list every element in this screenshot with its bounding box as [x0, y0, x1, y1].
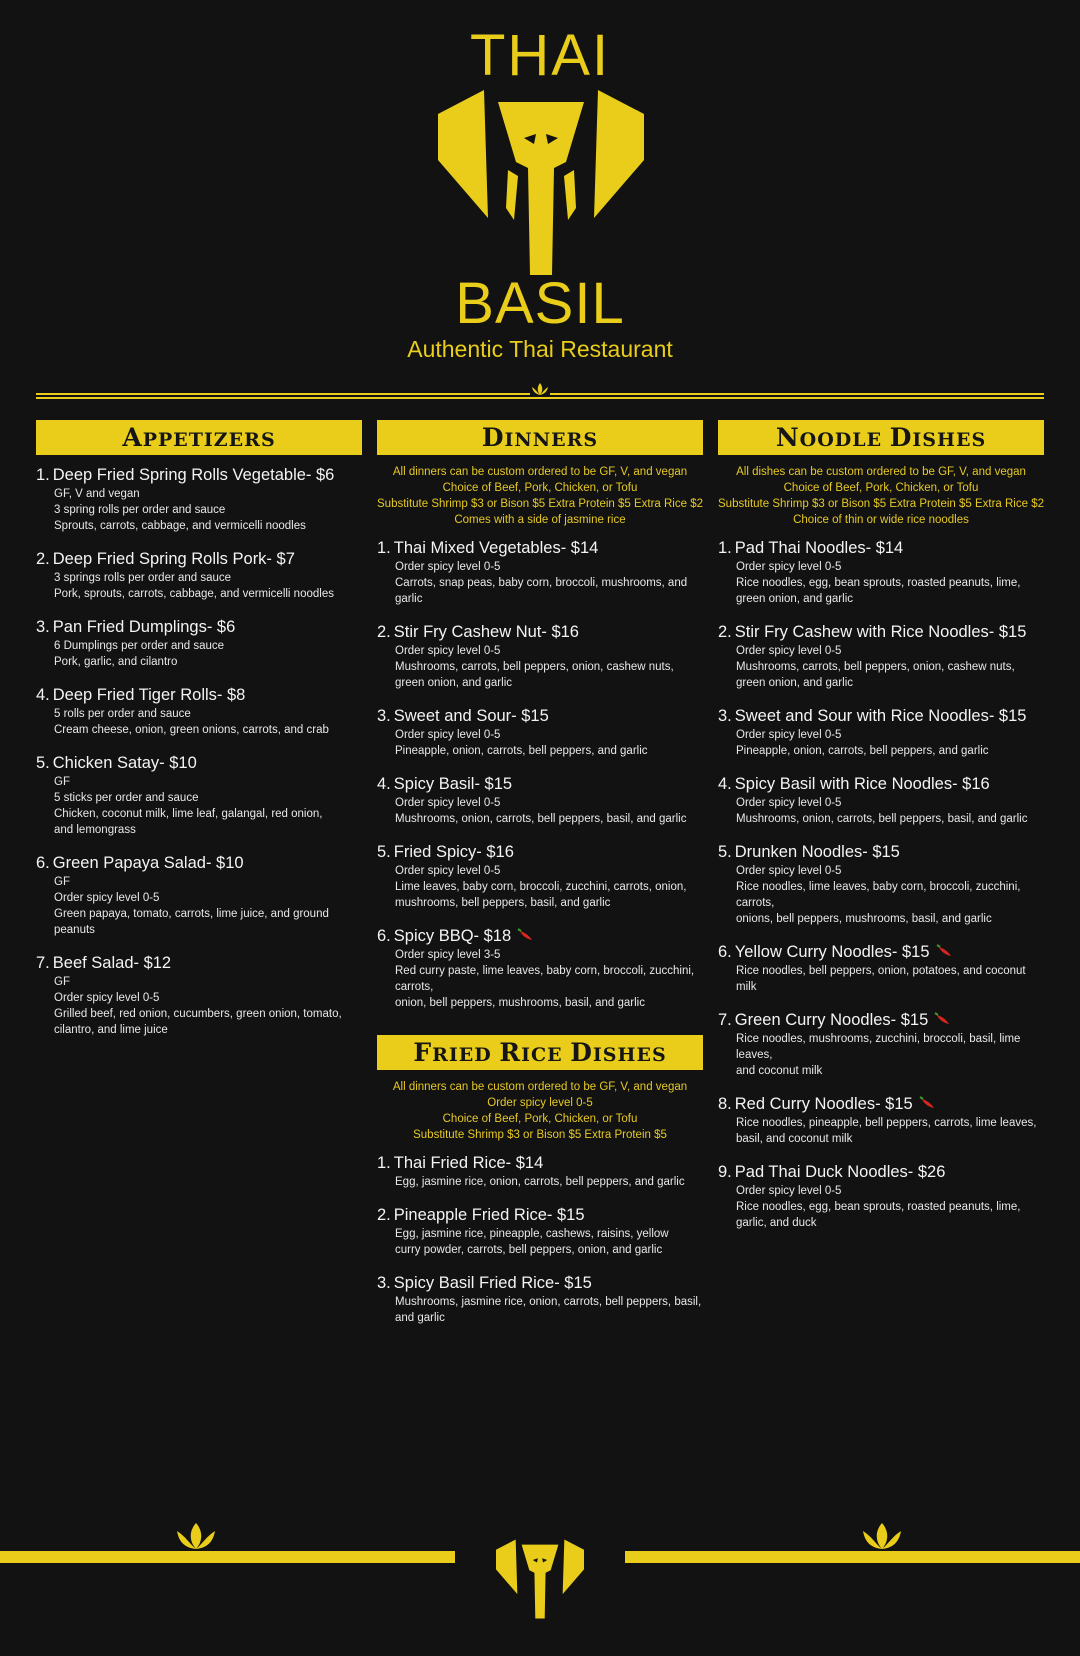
menu-item-name — [377, 1152, 703, 1174]
fried-rice-notes — [377, 1079, 703, 1143]
menu-item-name — [718, 705, 1044, 727]
menu-item-name — [377, 925, 703, 947]
lotus-divider-icon — [530, 382, 550, 396]
menu-item-detail: Cream cheese, onion, green onions, carrots, and crab — [54, 724, 329, 736]
menu-item-name — [36, 616, 362, 638]
menu-item-detail: onions, bell peppers, mushrooms, basil, and garlic — [736, 913, 992, 925]
menu-item-detail: Order spicy level 0-5 — [736, 1185, 842, 1197]
menu-item — [377, 841, 703, 911]
menu-item-detail: Mushrooms, carrots, bell peppers, onion, cashew nuts, — [736, 661, 1015, 673]
menu-item-detail: Chicken, coconut milk, lime leaf, galangal, red onion, — [54, 808, 323, 820]
menu-item-number: 2. — [377, 623, 391, 641]
section-note: All dinners can be custom ordered to be GF, V, and vegan — [392, 1081, 688, 1093]
menu-item-detail: 5 rolls per order and sauce — [54, 708, 191, 720]
menu-item-detail: green onion, and garlic — [395, 677, 512, 689]
menu-item-detail: basil, and coconut milk — [736, 1133, 853, 1145]
menu-item — [718, 1009, 1044, 1079]
menu-item-detail: Mushrooms, onion, carrots, bell peppers, basil, and garlic — [395, 813, 687, 825]
menu-item-title: Thai Mixed Vegetables- $14 — [393, 539, 599, 557]
menu-item — [377, 773, 703, 827]
chili-pepper-icon — [517, 928, 535, 942]
menu-item — [377, 621, 703, 691]
menu-item-detail: Rice noodles, egg, bean sprouts, roasted peanuts, lime, — [736, 577, 1021, 589]
menu-item — [377, 1204, 703, 1258]
section-note: Choice of thin or wide rice noodles — [793, 514, 969, 526]
menu-item-number: 1. — [377, 539, 391, 557]
appetizers-list — [36, 464, 362, 1038]
chili-pepper-icon — [919, 1096, 937, 1110]
chili-pepper-icon — [936, 944, 954, 958]
menu-item-number: 6. — [718, 943, 732, 961]
menu-item-number: 2. — [377, 1206, 391, 1224]
menu-item-number: 1. — [718, 539, 732, 557]
menu-item — [36, 952, 362, 1038]
section-note: Substitute Shrimp $3 or Bison $5 Extra Protein $5 — [413, 1129, 667, 1141]
menu-item-detail: onion, bell peppers, mushrooms, basil, and garlic — [395, 997, 645, 1009]
dinners-list — [377, 537, 703, 1011]
menu-item-detail: Carrots, snap peas, baby corn, broccoli, mushrooms, and garlic — [395, 577, 688, 605]
menu-item-detail: Order spicy level 3-5 — [395, 949, 501, 961]
menu-item-title: Stir Fry Cashew with Rice Noodles- $15 — [734, 623, 1027, 641]
menu-item-detail: Red curry paste, lime leaves, baby corn, broccoli, zucchini, carrots, — [395, 965, 695, 993]
menu-item-detail: and lemongrass — [54, 824, 136, 836]
section-note: Substitute Shrimp $3 or Bison $5 Extra Protein $5 Extra Rice $2 — [377, 498, 703, 510]
section-title-dinners: DINNERS — [377, 420, 703, 455]
menu-item-number: 4. — [718, 775, 732, 793]
menu-item-title: Pad Thai Duck Noodles- $26 — [734, 1163, 946, 1181]
menu-item-detail: 3 spring rolls per order and sauce — [54, 504, 226, 516]
menu-footer — [0, 1505, 1080, 1656]
menu-item-title: Green Papaya Salad- $10 — [52, 854, 244, 872]
menu-item-detail: Mushrooms, onion, carrots, bell peppers, basil, and garlic — [736, 813, 1028, 825]
menu-item-title: Deep Fried Spring Rolls Vegetable- $6 — [52, 466, 335, 484]
menu-item-number: 3. — [36, 618, 50, 636]
menu-item-name — [377, 773, 703, 795]
section-note: All dishes can be custom ordered to be GF, V, and vegan — [736, 466, 1026, 478]
menu-item-detail: Order spicy level 0-5 — [736, 645, 842, 657]
menu-item-detail: and coconut milk — [736, 1065, 823, 1077]
menu-item-name — [718, 1093, 1044, 1115]
menu-item-number: 5. — [377, 843, 391, 861]
menu-item-detail: GF — [54, 876, 70, 888]
menu-item — [377, 705, 703, 759]
menu-item-title: Spicy Basil- $15 — [393, 775, 513, 793]
chili-pepper-icon — [934, 1012, 952, 1026]
noodles-list — [718, 537, 1044, 1231]
appetizers-column — [36, 420, 362, 1052]
menu-item — [718, 1093, 1044, 1147]
menu-item-detail: Mushrooms, jasmine rice, onion, carrots, bell peppers, basil, — [395, 1296, 702, 1308]
menu-item — [36, 548, 362, 602]
menu-item — [718, 705, 1044, 759]
menu-item-name — [718, 941, 1044, 963]
footer-bar-right — [625, 1551, 1080, 1563]
menu-item-title: Stir Fry Cashew Nut- $16 — [393, 623, 579, 641]
menu-item-title: Deep Fried Spring Rolls Pork- $7 — [52, 550, 295, 568]
menu-item — [718, 1161, 1044, 1231]
menu-item — [718, 841, 1044, 927]
menu-item-name — [36, 752, 362, 774]
menu-item-number: 6. — [377, 927, 391, 945]
section-title-noodles: NOODLE DISHES — [718, 420, 1044, 455]
menu-item-detail: and garlic — [395, 1312, 445, 1324]
menu-item — [377, 925, 703, 1011]
brand-name-bottom: BASIL — [455, 271, 625, 336]
menu-item-detail: Order spicy level 0-5 — [395, 561, 501, 573]
menu-item-detail: Pineapple, onion, carrots, bell peppers, and garlic — [395, 745, 648, 757]
menu-item-name — [36, 852, 362, 874]
menu-item — [718, 941, 1044, 995]
menu-item-name — [718, 621, 1044, 643]
menu-item-detail: cilantro, and lime juice — [54, 1024, 168, 1036]
menu-item-name — [718, 773, 1044, 795]
menu-item-title: Spicy Basil Fried Rice- $15 — [393, 1274, 592, 1292]
menu-item-detail: Order spicy level 0-5 — [54, 992, 160, 1004]
menu-item-detail: GF, V and vegan — [54, 488, 140, 500]
menu-item-detail: Order spicy level 0-5 — [395, 797, 501, 809]
menu-item-detail: Lime leaves, baby corn, broccoli, zucchini, carrots, onion, — [395, 881, 687, 893]
menu-item-number: 1. — [36, 466, 50, 484]
menu-item-detail: Rice noodles, mushrooms, zucchini, broccoli, basil, lime leaves, — [736, 1033, 1021, 1061]
menu-item-title: Chicken Satay- $10 — [52, 754, 197, 772]
menu-item-detail: Rice noodles, bell peppers, onion, potatoes, and coconut milk — [736, 965, 1026, 993]
menu-item-detail: Order spicy level 0-5 — [736, 729, 842, 741]
menu-item — [36, 616, 362, 670]
menu-item-detail: curry powder, carrots, bell peppers, onion, and garlic — [395, 1244, 663, 1256]
menu-item-detail: Egg, jasmine rice, pineapple, cashews, raisins, yellow — [395, 1228, 669, 1240]
tagline: Authentic Thai Restaurant — [407, 336, 673, 362]
menu-item-detail: Order spicy level 0-5 — [54, 892, 160, 904]
section-title-fried-rice: FRIED RICE DISHES — [377, 1035, 703, 1070]
menu-item-detail: Order spicy level 0-5 — [395, 865, 501, 877]
menu-item-detail: Pork, sprouts, carrots, cabbage, and vermicelli noodles — [54, 588, 334, 600]
brand-name-top: THAI — [469, 23, 611, 88]
menu-item-number: 5. — [36, 754, 50, 772]
menu-item-name — [718, 537, 1044, 559]
section-note: Choice of Beef, Pork, Chicken, or Tofu — [783, 482, 979, 494]
menu-item-number: 2. — [36, 550, 50, 568]
elephant-icon — [438, 90, 644, 275]
menu-item-title: Drunken Noodles- $15 — [734, 843, 900, 861]
menu-item-detail: Order spicy level 0-5 — [736, 561, 842, 573]
divider — [36, 397, 1044, 399]
menu-item-detail: Rice noodles, egg, bean sprouts, roasted peanuts, lime, — [736, 1201, 1021, 1213]
menu-item-title: Beef Salad- $12 — [52, 954, 172, 972]
lotus-icon — [860, 1521, 904, 1551]
menu-header — [0, 0, 1080, 400]
menu-item-title: Sweet and Sour with Rice Noodles- $15 — [734, 707, 1027, 725]
menu-item-name — [36, 952, 362, 974]
section-note: Substitute Shrimp $3 or Bison $5 Extra Protein $5 Extra Rice $2 — [718, 498, 1044, 510]
menu-item — [718, 621, 1044, 691]
section-title-appetizers: APPETIZERS — [36, 420, 362, 455]
menu-item-name — [718, 1161, 1044, 1183]
menu-item-number: 3. — [377, 707, 391, 725]
menu-item-detail: Pineapple, onion, carrots, bell peppers, and garlic — [736, 745, 989, 757]
menu-item-number: 7. — [718, 1011, 732, 1029]
menu-item-name — [36, 548, 362, 570]
menu-item-title: Deep Fried Tiger Rolls- $8 — [52, 686, 246, 704]
menu-item-name — [377, 537, 703, 559]
menu-item-detail: Rice noodles, pineapple, bell peppers, carrots, lime leaves, — [736, 1117, 1037, 1129]
menu-item-number: 4. — [377, 775, 391, 793]
menu-item-name — [377, 705, 703, 727]
menu-item-number: 2. — [718, 623, 732, 641]
menu-item-title: Green Curry Noodles- $15 — [734, 1011, 929, 1029]
menu-item-detail: Rice noodles, lime leaves, baby corn, broccoli, zucchini, carrots, — [736, 881, 1021, 909]
menu-item — [377, 1152, 703, 1190]
menu-item — [36, 752, 362, 838]
menu-item — [36, 852, 362, 938]
menu-item-detail: Pork, garlic, and cilantro — [54, 656, 178, 668]
menu-item-number: 9. — [718, 1163, 732, 1181]
section-note: All dinners can be custom ordered to be GF, V, and vegan — [392, 466, 688, 478]
menu-item — [36, 684, 362, 738]
menu-item-number: 4. — [36, 686, 50, 704]
menu-item — [718, 773, 1044, 827]
menu-item-detail: 6 Dumplings per order and sauce — [54, 640, 225, 652]
menu-item-title: Sweet and Sour- $15 — [393, 707, 549, 725]
menu-item — [36, 464, 362, 534]
menu-item-title: Red Curry Noodles- $15 — [734, 1095, 913, 1113]
section-note: Order spicy level 0-5 — [487, 1097, 593, 1109]
menu-item-title: Pineapple Fried Rice- $15 — [393, 1206, 585, 1224]
menu-item-name — [377, 1272, 703, 1294]
menu-item-name — [718, 1009, 1044, 1031]
menu-item-detail: Order spicy level 0-5 — [395, 645, 501, 657]
lotus-icon — [174, 1521, 218, 1551]
footer-bar-left — [0, 1551, 455, 1563]
elephant-icon — [496, 1539, 584, 1619]
menu-item-detail: GF — [54, 776, 70, 788]
menu-item-name — [36, 464, 362, 486]
menu-item-detail: 5 sticks per order and sauce — [54, 792, 199, 804]
menu-item-title: Yellow Curry Noodles- $15 — [734, 943, 930, 961]
menu-item-detail: Egg, jasmine rice, onion, carrots, bell peppers, and garlic — [395, 1176, 685, 1188]
menu-item-detail: garlic, and duck — [736, 1217, 817, 1229]
menu-item-name — [718, 841, 1044, 863]
menu-item-detail: Green papaya, tomato, carrots, lime juice, and ground peanuts — [54, 908, 329, 936]
menu-item — [718, 537, 1044, 607]
menu-item-detail: GF — [54, 976, 70, 988]
dinners-notes — [377, 464, 703, 528]
menu-item-detail: green onion, and garlic — [736, 677, 853, 689]
menu-item — [377, 537, 703, 607]
menu-item-detail: 3 springs rolls per order and sauce — [54, 572, 232, 584]
menu-item-detail: Sprouts, carrots, cabbage, and vermicelli noodles — [54, 520, 306, 532]
noodles-notes — [718, 464, 1044, 528]
menu-item-title: Pad Thai Noodles- $14 — [734, 539, 904, 557]
fried-rice-list — [377, 1152, 703, 1326]
menu-item-title: Thai Fried Rice- $14 — [393, 1154, 544, 1172]
menu-item-name — [377, 841, 703, 863]
menu-item-number: 3. — [718, 707, 732, 725]
menu-item-name — [377, 621, 703, 643]
noodles-column — [718, 420, 1044, 1245]
menu-item-number: 8. — [718, 1095, 732, 1113]
menu-item-title: Fried Spicy- $16 — [393, 843, 514, 861]
menu-item-detail: Order spicy level 0-5 — [736, 797, 842, 809]
menu-item-title: Spicy BBQ- $18 — [393, 927, 512, 945]
fried-rice-section — [377, 1035, 703, 1326]
menu-item-number: 5. — [718, 843, 732, 861]
section-note: Choice of Beef, Pork, Chicken, or Tofu — [442, 482, 638, 494]
menu-item — [377, 1272, 703, 1326]
menu-item-title: Spicy Basil with Rice Noodles- $16 — [734, 775, 990, 793]
menu-item-detail: mushrooms, bell peppers, basil, and garlic — [395, 897, 611, 909]
section-note: Choice of Beef, Pork, Chicken, or Tofu — [442, 1113, 638, 1125]
menu-item-name — [377, 1204, 703, 1226]
menu-item-number: 7. — [36, 954, 50, 972]
menu-item-number: 3. — [377, 1274, 391, 1292]
menu-item-name — [36, 684, 362, 706]
menu-item-detail: Grilled beef, red onion, cucumbers, green onion, tomato, — [54, 1008, 342, 1020]
menu-item-number: 1. — [377, 1154, 391, 1172]
menu-item-number: 6. — [36, 854, 50, 872]
dinners-column — [377, 420, 703, 1340]
menu-item-title: Pan Fried Dumplings- $6 — [52, 618, 236, 636]
menu-item-detail: green onion, and garlic — [736, 593, 853, 605]
section-note: Comes with a side of jasmine rice — [454, 514, 626, 526]
menu-item-detail: Order spicy level 0-5 — [736, 865, 842, 877]
menu-item-detail: Mushrooms, carrots, bell peppers, onion, cashew nuts, — [395, 661, 674, 673]
menu-item-detail: Order spicy level 0-5 — [395, 729, 501, 741]
